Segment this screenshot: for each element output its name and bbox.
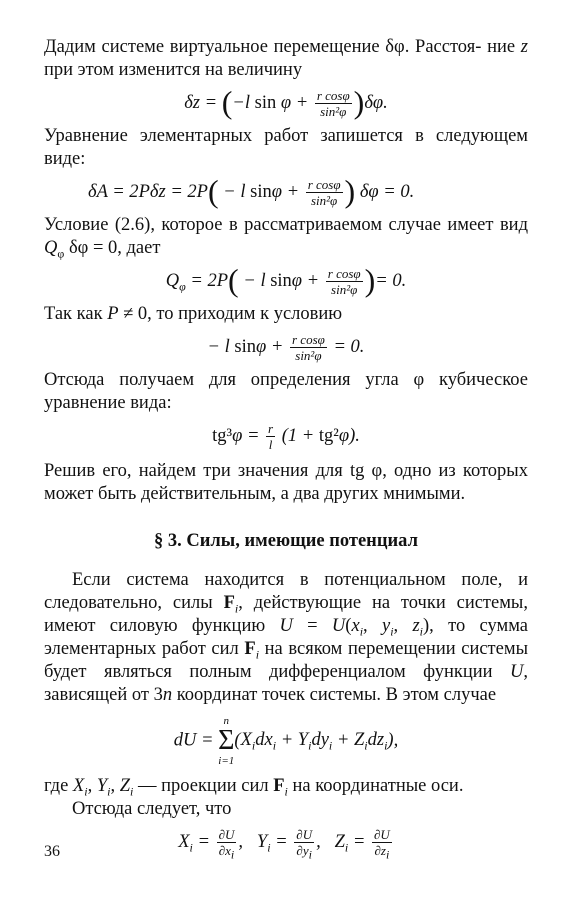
section-heading: § 3. Силы, имеющие потенциал [154, 531, 418, 551]
equation-tg: tg³φ = $\frac{r}{l}$ (1 + tg²φ). [212, 421, 360, 452]
paragraph-roots: Решив его, найдем три значения для tg φ, одно из которых может быть действительным, а два других мнимыми. [44, 461, 528, 504]
equation-condition: − l sinφ + $\frac{\text{r cosφ}}{\text{sin²φ}}$ = 0. [207, 332, 365, 363]
equation-Q: $Q_\varphi = 2P( - l$ sinφ + $\frac{\text{r cosφ}}{\text{sin²φ}}$ )= 0. [165, 261, 407, 298]
paragraph-projections: где $X_i$, $Y_i$, $Z_i$ — проекции сил $F_i$ на координатные оси. [44, 776, 464, 799]
page-body [44, 36, 528, 864]
paragraph-potential: Если система находится в потенциальном поле, и следовательно, силы $F_i$, действующие на точки системы, имеют силовую функцию $U = U(x_i$, $y_i$, $z_i$), то сумма элементарных работ сил $F_i$ на всяком перемещении системы будет являться полным дифференциалом функции U, зависящей от 3n координат точек системы. В этом случае [44, 570, 528, 705]
paragraph-since-P: Так как P ≠ 0, то приходим к условию [44, 304, 343, 324]
paragraph-virtual-displacement: Дадим системе виртуальное перемещение δφ. Расстоя- ние z при этом изменится на величину [44, 37, 528, 80]
page-number: 36 [44, 843, 60, 860]
paragraph-condition: Условие (2.6), которое в рассматриваемом случае имеет вид $Q_\varphi$ δφ = 0, дает [44, 215, 528, 261]
equation-partials: $X_i$ = $\frac{\partial U}{\partial x_i}$ , $Y_i$ = $\frac{\partial U}{\partial y_i}$ , $Z_i$ = $\frac{\partial U}{\partial z_i}$ [178, 827, 390, 862]
equation-dU: dU = n Σ i=1 $(X_idx_i + Y_idy_i + Z_idz_i)$, [173, 715, 399, 767]
equation-dz: δz = (−l sin φ + $\frac{\text{r cosφ}}{\text{sin²φ}}$ )δφ. [184, 83, 388, 120]
equation-dA: δA = 2Pδz = 2P( − l sinφ + $\frac{\text{r cosφ}}{\text{sin²φ}}$ ) δφ = 0. [88, 172, 415, 209]
paragraph-follows: Отсюда следует, что [72, 799, 232, 819]
paragraph-cubic: Отсюда получаем для определения угла φ кубическое уравнение вида: [44, 370, 528, 413]
paragraph-work-equation: Уравнение элементарных работ запишется в следующем виде: [44, 126, 528, 169]
